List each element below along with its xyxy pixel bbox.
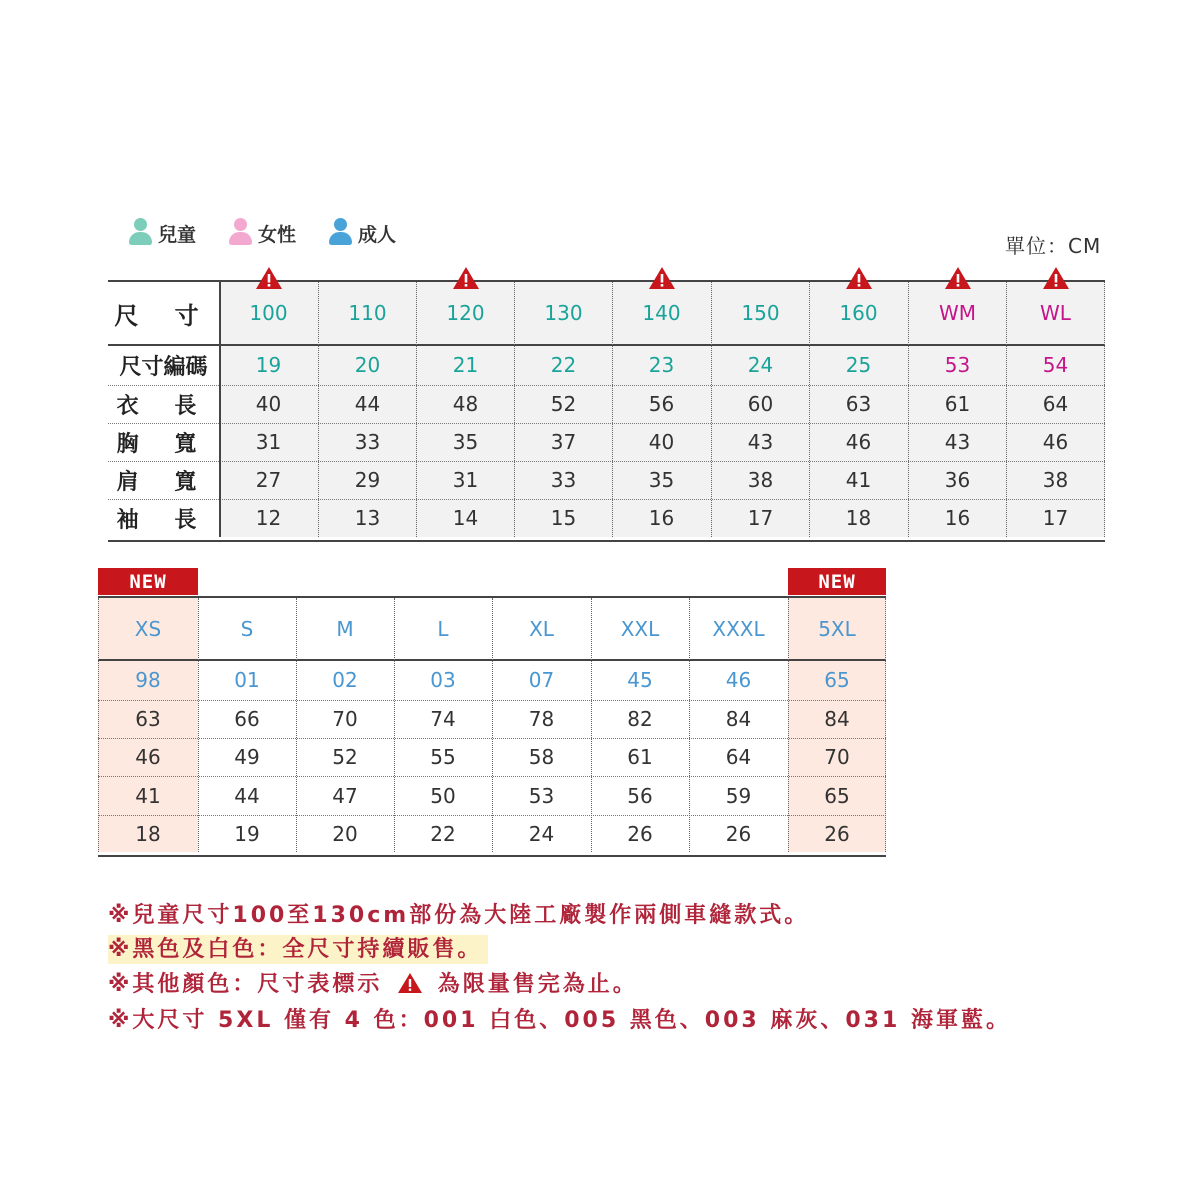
table-cell: 17 xyxy=(747,506,774,530)
row-label: 袖 長 xyxy=(116,507,211,533)
table-cell: 47 xyxy=(332,783,358,808)
table-cell: 64 xyxy=(1042,392,1069,416)
table-cell: 49 xyxy=(234,745,260,769)
size-cell: WM xyxy=(938,301,977,325)
table-cell: 26 xyxy=(627,821,653,846)
table-cell: 53 xyxy=(528,783,555,808)
size-cell: 110 xyxy=(348,301,387,325)
note-line-4: ※大尺寸 5XL 僅有 4 色：001 白色、005 黑色、003 麻灰、031 海軍藍。 xyxy=(108,1008,1011,1033)
legend-female xyxy=(228,218,296,248)
size-cell: 100 xyxy=(249,301,288,325)
code-cell: 46 xyxy=(725,668,752,692)
table-cell: 38 xyxy=(747,468,774,492)
table-cell: 58 xyxy=(528,745,555,769)
code-cell: 22 xyxy=(550,353,577,377)
table-cell: 59 xyxy=(725,783,752,808)
code-cell: 01 xyxy=(234,668,260,692)
code-cell: 25 xyxy=(845,353,872,377)
table-cell: 61 xyxy=(944,392,971,416)
code-cell: 65 xyxy=(824,668,850,692)
code-cell: 53 xyxy=(944,353,971,377)
note-line-3-b: 為限量售完為止。 xyxy=(437,972,638,997)
note-line-3-a: ※其他顏色：尺寸表標示 xyxy=(108,972,383,997)
size-cell: 160 xyxy=(839,301,878,325)
table-cell: 26 xyxy=(824,821,850,846)
size-cell: XXL xyxy=(620,616,660,641)
unit-label: 單位：CM xyxy=(1005,234,1102,258)
table-cell: 70 xyxy=(332,707,358,731)
table-cell: 82 xyxy=(627,707,653,731)
table-cell: 33 xyxy=(550,468,577,492)
row-label: 尺 寸 xyxy=(114,301,213,330)
table-cell: 43 xyxy=(944,430,971,454)
table-cell: 43 xyxy=(747,430,774,454)
table-cell: 84 xyxy=(725,707,752,731)
table-cell: 20 xyxy=(332,821,358,846)
legend-child xyxy=(128,218,196,248)
table-cell: 61 xyxy=(627,745,653,769)
table-cell: 19 xyxy=(234,821,260,846)
table-cell: 64 xyxy=(725,745,752,769)
code-cell: 21 xyxy=(452,353,479,377)
code-cell: 07 xyxy=(528,668,555,692)
new-badge-xs: NEW xyxy=(98,568,198,595)
table-cell: 17 xyxy=(1042,506,1069,530)
legend-adult xyxy=(328,218,396,248)
code-cell: 98 xyxy=(135,668,161,692)
table-cell: 52 xyxy=(550,392,577,416)
table-cell: 55 xyxy=(430,745,456,769)
size-cell: 5XL xyxy=(818,616,856,641)
legend-label: 女性 xyxy=(258,223,297,246)
table-cell: 60 xyxy=(747,392,774,416)
row-label: 衣 長 xyxy=(116,393,211,419)
size-cell: XL xyxy=(529,616,554,641)
table-cell: 46 xyxy=(1042,430,1069,454)
table-cell: 44 xyxy=(354,392,381,416)
row-label: 肩 寬 xyxy=(116,469,211,495)
size-cell: 130 xyxy=(544,301,583,325)
table-cell: 24 xyxy=(528,821,555,846)
code-cell: 23 xyxy=(648,353,675,377)
table-cell: 56 xyxy=(627,783,653,808)
note-line-1: ※兒童尺寸100至130cm部份為大陸工廠製作兩側車縫款式。 xyxy=(108,903,810,928)
table-cell: 15 xyxy=(550,506,577,530)
code-cell: 02 xyxy=(332,668,358,692)
female-person-icon xyxy=(228,218,252,248)
table-cell: 33 xyxy=(354,430,381,454)
table-cell: 18 xyxy=(845,506,872,530)
table-cell: 52 xyxy=(332,745,358,769)
table-cell: 16 xyxy=(648,506,675,530)
table-cell: 37 xyxy=(550,430,577,454)
legend-label: 兒童 xyxy=(158,223,197,246)
size-cell: 140 xyxy=(642,301,681,325)
new-badge-5xl: NEW xyxy=(788,568,886,595)
table-cell: 66 xyxy=(234,707,260,731)
adult-person-icon xyxy=(328,218,352,248)
row-label: 胸 寬 xyxy=(116,431,211,457)
table-cell: 65 xyxy=(824,783,850,808)
table-cell: 41 xyxy=(845,468,872,492)
table-cell: 16 xyxy=(944,506,971,530)
table-cell: 31 xyxy=(255,430,282,454)
table-cell: 35 xyxy=(452,430,479,454)
table-cell: 13 xyxy=(354,506,381,530)
table-cell: 12 xyxy=(255,506,282,530)
table-cell: 46 xyxy=(845,430,872,454)
warning-icon xyxy=(397,972,423,994)
table-cell: 14 xyxy=(452,506,479,530)
size-cell: WL xyxy=(1040,301,1071,325)
table-cell: 78 xyxy=(528,707,555,731)
size-cell: L xyxy=(437,616,449,641)
table-cell: 40 xyxy=(648,430,675,454)
table-cell: 84 xyxy=(824,707,850,731)
code-cell: 54 xyxy=(1042,353,1069,377)
table-cell: 40 xyxy=(255,392,282,416)
table-cell: 26 xyxy=(725,821,752,846)
table-cell: 56 xyxy=(648,392,675,416)
code-cell: 19 xyxy=(255,353,282,377)
table-cell: 22 xyxy=(430,821,456,846)
size-cell: XXXL xyxy=(712,616,765,641)
code-cell: 20 xyxy=(354,353,381,377)
table-cell: 74 xyxy=(430,707,456,731)
code-cell: 03 xyxy=(430,668,456,692)
code-cell: 45 xyxy=(627,668,653,692)
note-line-2-text: ※黑色及白色：全尺寸持續販售。 xyxy=(108,935,488,964)
size-cell: 120 xyxy=(446,301,485,325)
table-cell: 36 xyxy=(944,468,971,492)
note-line-2 xyxy=(108,932,488,963)
size-cell: S xyxy=(240,616,254,641)
table-cell: 44 xyxy=(234,783,260,808)
table-cell: 46 xyxy=(135,745,161,769)
table-cell: 63 xyxy=(845,392,872,416)
note-line-3 xyxy=(108,967,638,998)
table-cell: 50 xyxy=(430,783,456,808)
table-cell: 31 xyxy=(452,468,479,492)
table-cell: 38 xyxy=(1042,468,1069,492)
table-cell: 18 xyxy=(135,821,161,846)
table-cell: 27 xyxy=(255,468,282,492)
size-cell: XS xyxy=(134,616,162,641)
size-cell: 150 xyxy=(741,301,780,325)
size-cell: M xyxy=(336,616,354,641)
row-label: 尺寸編碼 xyxy=(119,354,208,380)
table-cell: 48 xyxy=(452,392,479,416)
code-cell: 24 xyxy=(747,353,774,377)
table-cell: 41 xyxy=(135,783,161,808)
table-cell: 70 xyxy=(824,745,850,769)
table-cell: 63 xyxy=(135,707,161,731)
table-cell: 29 xyxy=(354,468,381,492)
table-cell: 35 xyxy=(648,468,675,492)
child-person-icon xyxy=(128,218,152,248)
legend-label: 成人 xyxy=(358,223,397,246)
